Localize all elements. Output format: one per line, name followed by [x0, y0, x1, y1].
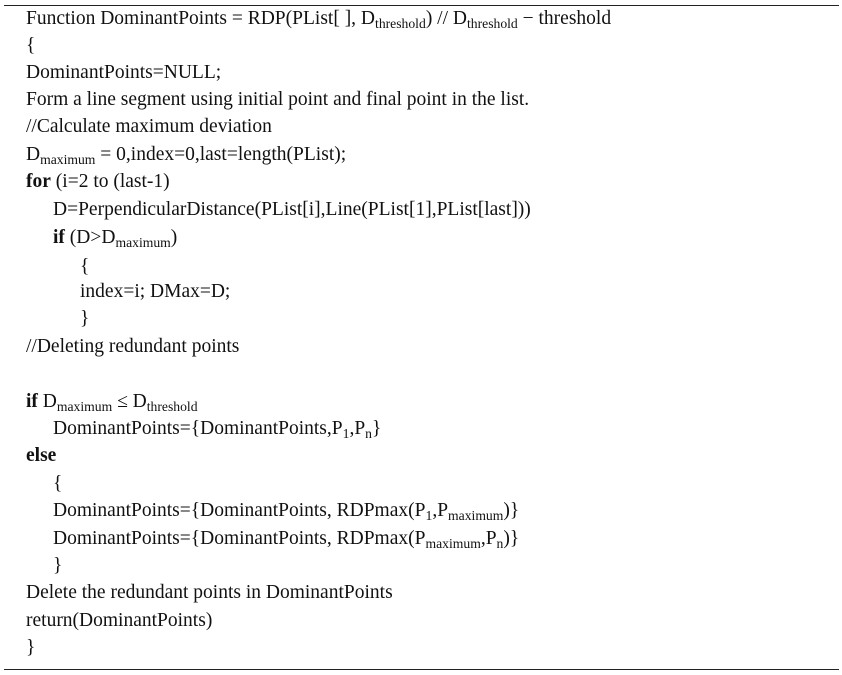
subscript: n: [496, 535, 504, 551]
keyword: if: [53, 227, 65, 248]
subscript: maximum: [40, 151, 96, 167]
dominant-assign-line: [53, 418, 381, 440]
segment-line: Form a line segment using initial point and final point in the list.: [26, 89, 530, 110]
signature-comment: ) // D: [425, 8, 467, 29]
code-text: DominantPoints={DominantPoints,P: [53, 418, 343, 439]
if-threshold-line: [26, 391, 198, 413]
code-text: ): [170, 227, 178, 248]
for-line: [26, 171, 170, 193]
else-line: [26, 445, 56, 467]
comment-line: //Calculate maximum deviation: [26, 116, 272, 137]
code-text: ,P: [349, 418, 366, 439]
index-assign-line: index=i; DMax=D;: [80, 281, 231, 302]
subscript: threshold: [375, 15, 426, 31]
comment-line: //Deleting redundant points: [26, 336, 240, 357]
signature-comment-text: − threshold: [517, 8, 612, 29]
delete-line: Delete the redundant points in DominantPoints: [26, 582, 393, 603]
top-rule: [4, 5, 839, 6]
subscript: threshold: [466, 15, 518, 31]
function-signature-line: [26, 8, 611, 30]
code-text: = 0,index=0,last=length(PList);: [95, 144, 347, 165]
subscript: maximum: [425, 535, 481, 551]
assign-line: [26, 144, 346, 166]
code-text: D: [26, 144, 41, 165]
subscript: maximum: [56, 398, 113, 414]
subscript: 1: [342, 425, 350, 441]
close-brace-line: }: [26, 637, 36, 658]
if-line: [53, 227, 177, 249]
brace-line: }: [53, 555, 63, 576]
return-line: return(DominantPoints): [26, 610, 213, 631]
signature-text: Function DominantPoints = RDP(PList[ ], D: [26, 8, 376, 29]
code-text: DominantPoints={DominantPoints, RDPmax(P: [53, 528, 426, 549]
brace-line: {: [53, 473, 63, 494]
recursive-call-line: [53, 500, 519, 522]
distance-line: D=PerpendicularDistance(PList[i],Line(PList[1],PList[last])): [53, 199, 531, 220]
code-text: (i=2 to (last-1): [50, 171, 170, 192]
brace-line: }: [80, 308, 90, 329]
code-text: (D>D: [64, 227, 116, 248]
keyword: else: [26, 445, 57, 466]
keyword: for: [26, 171, 51, 192]
code-text: D: [37, 391, 57, 412]
brace-line: {: [80, 256, 90, 277]
open-brace-line: {: [26, 35, 36, 56]
code-text: ,P: [480, 528, 497, 549]
subscript: threshold: [146, 398, 198, 414]
subscript: 1: [425, 507, 433, 523]
code-text: ,P: [432, 500, 449, 521]
code-text: ≤ D: [112, 391, 147, 412]
code-text: )}: [503, 500, 520, 521]
code-text: }: [372, 418, 382, 439]
subscript: maximum: [448, 507, 504, 523]
bottom-rule: [4, 669, 839, 670]
recursive-call-line: [53, 528, 519, 550]
subscript: maximum: [115, 234, 171, 250]
subscript: n: [365, 425, 372, 441]
code-text: )}: [503, 528, 520, 549]
init-line: DominantPoints=NULL;: [26, 62, 222, 83]
keyword: if: [26, 391, 38, 412]
code-text: DominantPoints={DominantPoints, RDPmax(P: [53, 500, 426, 521]
